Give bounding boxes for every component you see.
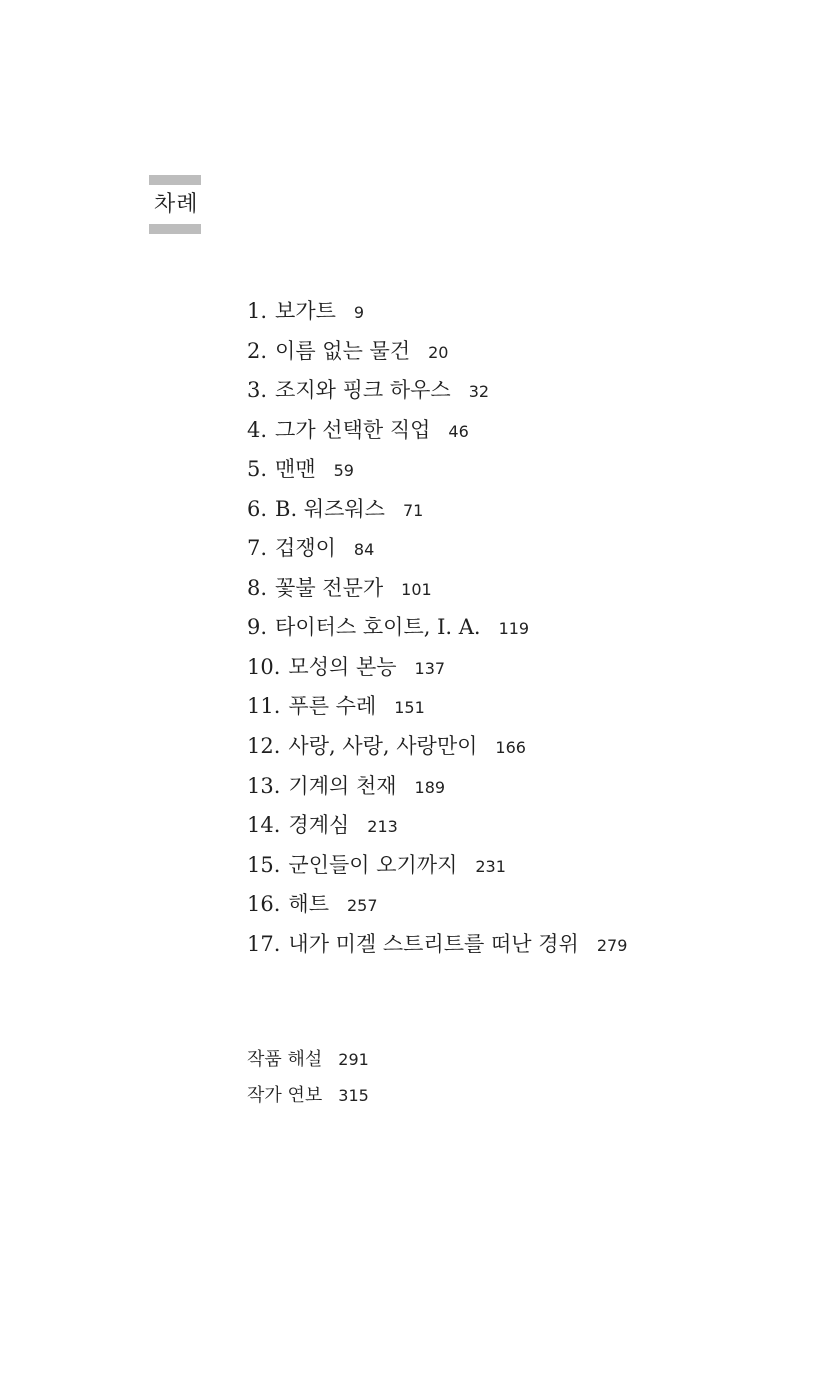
- toc-item-title: 타이터스 호이트, I. A.: [275, 615, 481, 640]
- toc-item-number: 16.: [247, 892, 281, 917]
- toc-item-page: 119: [498, 619, 530, 639]
- toc-item-page: 32: [468, 382, 490, 402]
- heading-top-bar: [149, 175, 201, 185]
- toc-item-page: 151: [394, 698, 425, 718]
- toc-item: [247, 529, 627, 569]
- appendix-item: [247, 1078, 369, 1114]
- toc-item: [247, 846, 627, 886]
- toc-item: [247, 450, 627, 490]
- toc-item: [247, 371, 627, 411]
- toc-item-title: 이름 없는 물건: [275, 338, 411, 363]
- toc-item-title: 푸른 수레: [288, 694, 377, 719]
- toc-item-number: 6.: [247, 496, 268, 521]
- toc-item: [247, 411, 627, 451]
- toc-item-title: 내가 미겔 스트리트를 떠난 경위: [288, 931, 579, 956]
- toc-item: [247, 727, 627, 767]
- appendix-item-title: 작가 연보: [247, 1085, 323, 1106]
- toc-item-page: 257: [346, 896, 378, 916]
- toc-item-number: 3.: [247, 378, 268, 403]
- toc-item-title: 사랑, 사랑, 사랑만이: [288, 734, 478, 759]
- toc-item-page: 71: [402, 500, 424, 520]
- toc-item: [247, 292, 627, 332]
- heading-bottom-bar: [149, 224, 201, 234]
- toc-item-title: 보가트: [275, 299, 336, 323]
- toc-item: [247, 648, 627, 688]
- appendix-list: [247, 1042, 369, 1114]
- toc-item-number: 15.: [247, 852, 281, 877]
- toc-item-title: 겁쟁이: [275, 536, 336, 561]
- toc-item: [247, 332, 627, 372]
- page-title: 차례: [154, 192, 199, 217]
- toc-item-title: 꽃불 전문가: [275, 575, 384, 600]
- toc-item-page: 46: [448, 421, 469, 441]
- toc-item-page: 84: [353, 540, 375, 560]
- toc-item-page: 20: [428, 342, 449, 362]
- appendix-item-page: 315: [338, 1086, 369, 1105]
- toc-item: [247, 569, 627, 609]
- toc-item-number: 2.: [247, 338, 268, 363]
- toc-item-number: 17.: [247, 931, 281, 956]
- toc-item-number: 11.: [247, 694, 281, 719]
- toc-item-number: 1.: [247, 299, 268, 323]
- toc-item: [247, 687, 627, 727]
- toc-item-title: B. 워즈워스: [275, 496, 385, 521]
- toc-item-number: 14.: [247, 813, 281, 838]
- appendix-item-page: 291: [338, 1050, 369, 1069]
- toc-item-page: 59: [333, 461, 354, 481]
- toc-item-title: 조지와 핑크 하우스: [275, 378, 451, 403]
- toc-item-title: 맨맨: [275, 457, 316, 482]
- toc-item-page: 279: [596, 935, 628, 955]
- toc-list: [247, 292, 627, 964]
- toc-item-number: 9.: [247, 615, 268, 640]
- toc-item-number: 13.: [247, 773, 281, 798]
- toc-item-number: 10.: [247, 654, 281, 679]
- toc-item-title: 경계심: [288, 813, 350, 838]
- toc-item: [247, 806, 627, 846]
- toc-item: [247, 885, 627, 925]
- toc-item-page: 9: [353, 303, 365, 322]
- toc-item: [247, 490, 627, 530]
- toc-item-page: 166: [495, 738, 526, 758]
- toc-item: [247, 925, 627, 965]
- toc-item-page: 189: [414, 777, 446, 797]
- toc-item-title: 해트: [288, 892, 329, 917]
- toc-item-page: 213: [367, 817, 398, 837]
- toc-item: [247, 767, 627, 807]
- toc-item-page: 137: [414, 658, 446, 678]
- toc-item-title: 군인들이 오기까지: [288, 852, 458, 877]
- toc-item-title: 기계의 천재: [288, 773, 397, 798]
- toc-item-number: 7.: [247, 536, 268, 561]
- toc-heading-block: [149, 175, 201, 234]
- toc-item-number: 8.: [247, 575, 268, 600]
- toc-item-page: 101: [401, 579, 432, 599]
- toc-item: [247, 608, 627, 648]
- toc-item-number: 5.: [247, 457, 268, 482]
- appendix-item: [247, 1042, 369, 1078]
- toc-item-page: 231: [475, 856, 506, 876]
- toc-item-number: 4.: [247, 417, 268, 442]
- toc-item-title: 모성의 본능: [288, 654, 397, 679]
- toc-item-number: 12.: [247, 734, 281, 759]
- toc-item-title: 그가 선택한 직업: [275, 417, 431, 442]
- appendix-item-title: 작품 해설: [247, 1049, 323, 1070]
